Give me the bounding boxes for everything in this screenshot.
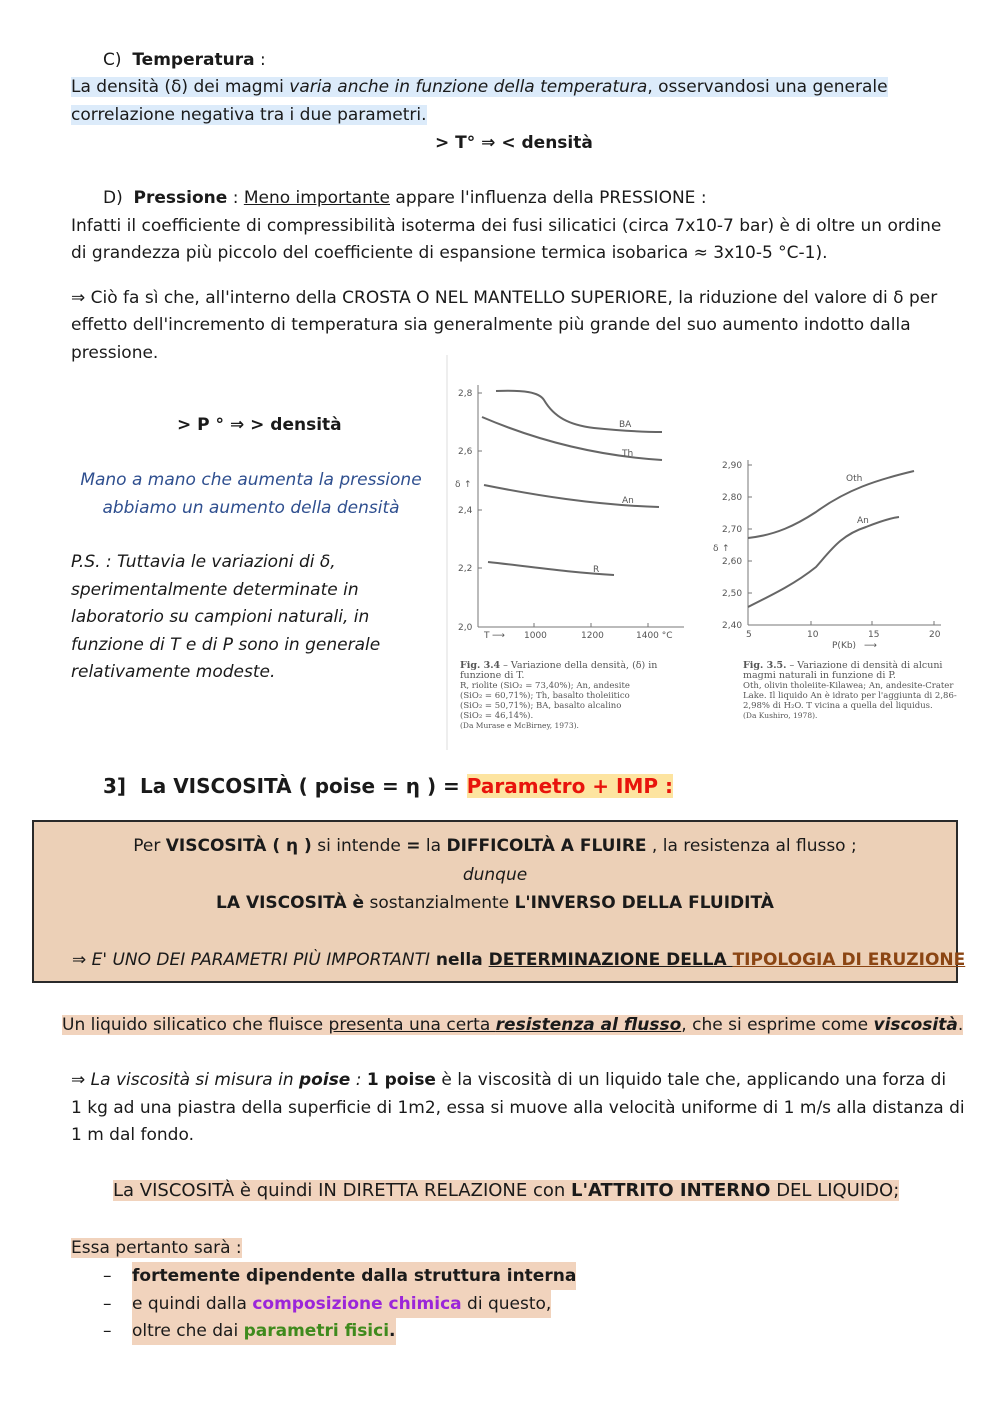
text-run: la — [420, 836, 447, 856]
x-tick-label: 5 — [746, 630, 752, 640]
figure-3-4-caption — [460, 661, 657, 731]
pressure-note — [71, 466, 431, 522]
pressure-note-line1: Mano a mano che aumenta la pressione — [80, 470, 422, 490]
section-3-heading — [103, 771, 673, 801]
resistance-line — [62, 1011, 963, 1039]
definition-line4 — [72, 946, 965, 974]
text-run: sostanzialmente — [364, 893, 515, 913]
ps-line: P.S. : Tuttavia le variazioni di δ, — [71, 552, 336, 572]
section-c-paragraph-line2 — [71, 101, 427, 129]
x-axis-label: P(Kb) — [832, 641, 857, 651]
temperature-rule: > T° ⇒ < densità — [435, 133, 593, 153]
text-run: di questo, — [461, 1294, 552, 1314]
section-c-heading — [103, 46, 266, 74]
curve-ba — [496, 391, 662, 432]
underlined-run: TIPOLOGIA DI ERUZIONE — [732, 950, 966, 970]
ps-line: sperimentalmente determinate in — [71, 579, 359, 600]
ps-line: funzione di T e di P sono in generale — [71, 634, 381, 655]
italic-run: E' UNO DEI PARAMETRI PIÙ IMPORTANTI — [91, 950, 430, 970]
bold-run: L'ATTRITO INTERNO — [571, 1180, 771, 1201]
y-tick-label: 2,90 — [722, 461, 743, 471]
bold-italic-run: poise — [299, 1070, 351, 1090]
text-run: : — [227, 188, 244, 208]
text-run: , osservandosi una generale — [647, 77, 888, 97]
underlined-run: presenta una certa — [328, 1015, 496, 1035]
text-run: La VISCOSITÀ è quindi IN DIRETTA RELAZIONE con — [113, 1180, 572, 1201]
list-bullet: – — [103, 1294, 112, 1314]
section-d-line2: di grandezza più piccolo del coefficiente di espansione termica isobarica ≈ 3x10-5 °C-1). — [71, 243, 828, 263]
section-c-colon: : — [254, 50, 266, 70]
y-axis-label: δ — [455, 480, 461, 490]
arrow-up-icon: ↑ — [722, 544, 730, 554]
text-run: oltre che dai — [132, 1321, 244, 1341]
x-tick-label: 20 — [929, 630, 941, 640]
curve-label: An — [857, 516, 869, 526]
italic-run: : — [350, 1070, 367, 1090]
list-item — [103, 1317, 396, 1345]
curve-label: R — [593, 565, 600, 575]
poise-line3: 1 m dal fondo. — [71, 1125, 194, 1145]
section-3-tag: Parametro + IMP : — [466, 774, 673, 798]
text-run: , la resistenza al flusso ; — [646, 836, 857, 856]
text-run: si intende — [311, 836, 407, 856]
poise-line2: 1 kg ad una piastra della superficie di 1m2, essa si muove alla velocità uniforme di 1 m/s alla distanza di — [71, 1098, 965, 1118]
bold-run: nella — [429, 950, 489, 970]
bold-run: 1 poise — [366, 1070, 436, 1090]
bold-run: VISCOSITÀ ( η ) — [165, 836, 312, 856]
y-tick-label: 2,2 — [458, 564, 473, 574]
y-tick-label: 2,4 — [458, 506, 473, 516]
text-run: Essa pertanto sarà : — [71, 1238, 242, 1258]
y-tick-label: 2,60 — [722, 557, 743, 567]
caption-text: (SiO₂ = 50,71%); BA, basalto alcalino — [460, 701, 622, 711]
x-tick-label: T — [484, 631, 490, 641]
section-c-paragraph-line1 — [71, 73, 888, 101]
text-run: e quindi dalla — [132, 1294, 253, 1314]
y-axis-label: δ — [713, 544, 719, 554]
ps-line: laboratorio su campioni naturali, in — [71, 607, 370, 627]
text-run: DEL LIQUIDO; — [770, 1180, 900, 1201]
text-run: è la viscosità di un liquido tale che, applicando una forza di — [435, 1070, 947, 1090]
bold-run: DIFFICOLTÀ A FLUIRE — [446, 836, 647, 856]
caption-figure-number: Fig. 3.5. — [743, 660, 787, 671]
arrow-right-icon: ⟶ — [492, 631, 505, 641]
bold-run: fortemente dipendente dalla struttura interna — [132, 1266, 577, 1286]
curve-an — [748, 517, 899, 607]
underlined-run: DETERMINAZIONE DELLA — [488, 950, 733, 970]
colored-run: parametri fisici — [243, 1321, 390, 1341]
definition-line2: dunque — [462, 865, 528, 885]
caption-text: (Da Murase e McBirney, 1973). — [460, 721, 579, 730]
curve-label: BA — [619, 420, 632, 430]
curve-oth — [748, 471, 914, 538]
section-3-title: La VISCOSITÀ ( poise = η ) = — [140, 774, 467, 798]
caption-text: Oth, olivin tholeiite-Kilawea; An, andesite-Crater — [743, 681, 954, 691]
section-c-label: C) — [103, 50, 122, 70]
caption-text: Lake. Il liquido An è idrato per l'aggiunta di 2,86- — [743, 691, 957, 701]
essa-intro — [71, 1234, 242, 1262]
y-tick-label: 2,0 — [458, 623, 473, 633]
caption-text: magmi naturali in funzione di P. — [743, 670, 896, 681]
pressure-note-line2: abbiamo un aumento della densità — [102, 498, 400, 518]
x-tick-label: 1400 °C — [636, 631, 673, 641]
friction-line — [113, 1176, 899, 1206]
italic-run: La viscosità si misura in — [90, 1070, 300, 1090]
definition-line3 — [34, 889, 956, 917]
caption-text: 2,98% di H₂O. T vicina a quella del liquidus. — [743, 701, 933, 711]
x-tick-label: 1200 — [581, 631, 604, 641]
y-tick-label: 2,6 — [458, 447, 473, 457]
curve-label: Oth — [846, 474, 863, 484]
text-run: Per — [133, 836, 166, 856]
colored-run: composizione chimica — [252, 1294, 462, 1314]
caption-text: (SiO₂ = 60,71%); Th, basalto tholeiitico — [460, 691, 630, 701]
caption-text: – Variazione della densità, (δ) in — [500, 660, 658, 671]
section-d-heading — [103, 184, 707, 212]
caption-text: (Da Kushiro, 1978). — [743, 711, 818, 720]
text-run: . — [957, 1015, 964, 1035]
caption-text: funzione di T. — [460, 670, 525, 681]
text-run: correlazione negativa tra i due parametri. — [71, 105, 427, 125]
bold-run: L'INVERSO DELLA FLUIDITÀ — [514, 893, 774, 913]
arrow-up-icon: ↑ — [464, 480, 472, 490]
section-d-line3: ⇒ Ciò fa sì che, all'interno della CROSTA O NEL MANTELLO SUPERIORE, la riduzione del valore di δ per — [71, 288, 938, 308]
text-run: appare l'influenza della PRESSIONE : — [390, 188, 707, 208]
x-tick-label: 10 — [807, 630, 819, 640]
y-tick-label: 2,70 — [722, 525, 743, 535]
section-c-title: Temperatura — [132, 50, 255, 70]
section-d-line1: Infatti il coefficiente di compressibilità isoterma dei fusi silicatici (circa 7x10-7 bar) è di oltre un ordine — [71, 216, 942, 236]
section-d-title: Pressione — [133, 188, 228, 208]
section-3-number: 3] — [103, 774, 127, 798]
text-run: La densità (δ) dei magmi — [71, 77, 290, 97]
caption-text: – Variazione di densità di alcuni — [786, 660, 943, 671]
y-tick-label: 2,40 — [722, 621, 743, 631]
figure-3-5-chart — [713, 455, 956, 655]
bold-run: = — [406, 836, 421, 856]
list-item — [103, 1290, 552, 1318]
arrow-icon: ⇒ — [71, 1070, 91, 1090]
pressure-rule: > P ° ⇒ > densità — [177, 415, 342, 435]
bold-run: . — [389, 1321, 396, 1341]
section-d-label: D) — [103, 188, 123, 208]
caption-text: (SiO₂ = 46,14%). — [460, 711, 534, 721]
list-item — [103, 1262, 577, 1290]
poise-line1 — [71, 1066, 946, 1094]
list-bullet: – — [103, 1266, 112, 1286]
figure-3-5-caption — [743, 661, 957, 721]
bold-italic-run: resistenza al flusso — [495, 1015, 682, 1035]
ps-line: relativamente modeste. — [71, 662, 276, 682]
x-tick-label: 1000 — [524, 631, 547, 641]
caption-text: R, riolite (SiO₂ = 73,40%); An, andesite — [460, 681, 630, 691]
section-d-line4: effetto dell'incremento di temperatura sia generalmente più grande del suo aumento indotto dalla — [71, 315, 911, 335]
ps-note — [71, 549, 380, 687]
y-tick-label: 2,50 — [722, 589, 743, 599]
section-d-line5: pressione. — [71, 343, 159, 363]
arrow-icon: ⇒ — [72, 950, 92, 970]
curve-label: An — [622, 496, 634, 506]
definition-box — [32, 820, 966, 983]
text-run: , che si esprime come — [681, 1015, 874, 1035]
x-tick-label: 15 — [868, 630, 880, 640]
list-bullet: – — [103, 1321, 112, 1341]
y-tick-label: 2,8 — [458, 389, 473, 399]
text-run: Un liquido silicatico che fluisce — [62, 1015, 329, 1035]
y-tick-label: 2,80 — [722, 493, 743, 503]
arrow-right-icon: ⟶ — [864, 641, 877, 651]
curve-label: Th — [622, 449, 634, 459]
definition-line1 — [34, 832, 956, 860]
bold-run: LA VISCOSITÀ è — [216, 893, 365, 913]
italic-run: varia anche in funzione della temperatura — [289, 77, 648, 97]
caption-figure-number: Fig. 3.4 — [460, 660, 501, 671]
underlined-run: Meno importante — [243, 188, 390, 208]
bold-italic-run: viscosità — [873, 1015, 958, 1035]
